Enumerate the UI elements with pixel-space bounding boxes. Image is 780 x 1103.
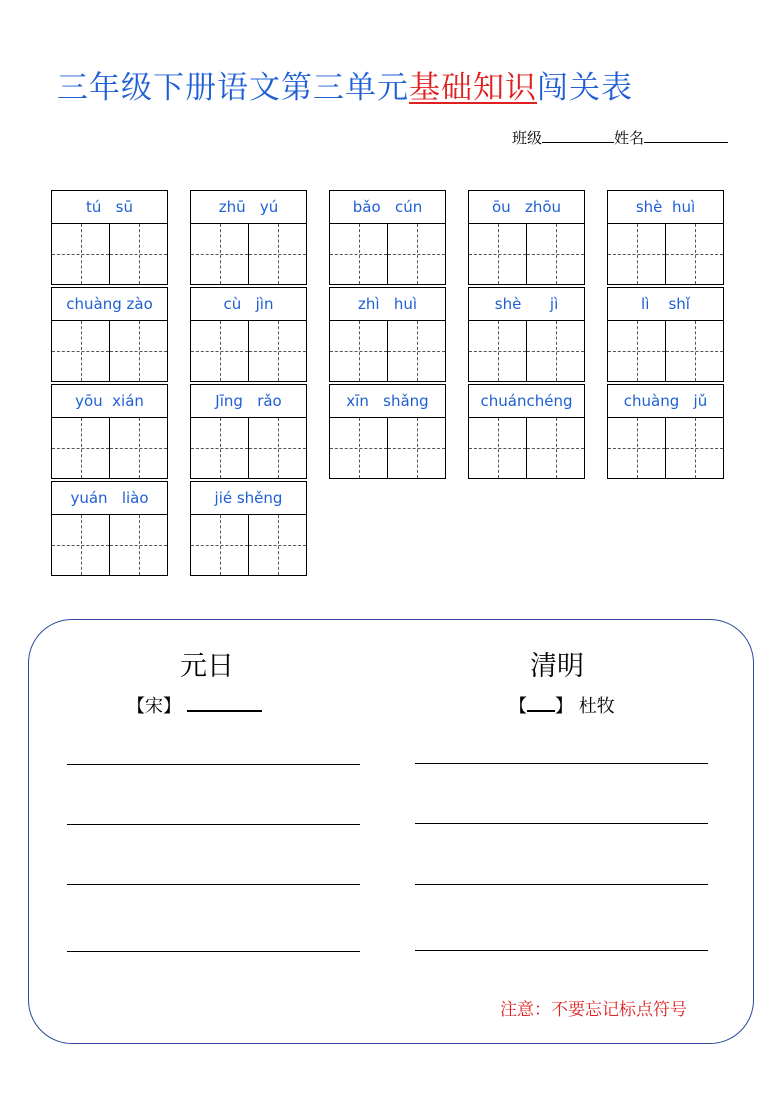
name-blank[interactable] [644,128,728,143]
answer-line[interactable] [67,884,360,885]
pinyin-card [190,481,307,576]
pinyin-label: yuán liào [51,481,168,514]
bracket-close-left: 】 [163,696,181,717]
pinyin-label: jié shěng [190,481,307,514]
pinyin-label: shè jì [468,287,585,320]
pinyin-card [329,384,446,479]
writing-cell[interactable] [387,320,446,382]
poem-author-right [509,692,615,718]
writing-cell[interactable] [190,223,249,285]
writing-cell[interactable] [190,514,249,576]
pinyin-card [190,287,307,382]
title-part-1: 三年级下册语文第三单元 [57,70,409,106]
poem-author-left [127,692,262,718]
writing-cell[interactable] [607,417,666,479]
pinyin-label: cù jìn [190,287,307,320]
answer-line[interactable] [67,824,360,825]
writing-cell[interactable] [51,514,110,576]
writing-cell[interactable] [248,223,307,285]
pinyin-card [468,287,585,382]
writing-cell[interactable] [468,223,527,285]
writing-cell[interactable] [468,417,527,479]
pinyin-label: chuàng zào [51,287,168,320]
author-right: 杜牧 [578,696,615,717]
pinyin-label: yōu xián [51,384,168,417]
writing-cell[interactable] [109,320,168,382]
pinyin-card [51,287,168,382]
pinyin-label: shè huì [607,190,724,223]
writing-cell[interactable] [665,417,724,479]
writing-cell[interactable] [526,223,585,285]
writing-cell[interactable] [109,417,168,479]
class-label: 班级 [512,129,543,147]
pinyin-card [190,384,307,479]
writing-cell[interactable] [248,514,307,576]
answer-line[interactable] [415,763,708,764]
writing-cell[interactable] [387,223,446,285]
writing-cell[interactable] [109,223,168,285]
pinyin-card [607,287,724,382]
pinyin-label: chuánchéng [468,384,585,417]
title-part-2: 基础知识 [409,70,537,106]
writing-cell[interactable] [526,320,585,382]
name-label: 姓名 [614,129,645,147]
author-blank-left[interactable] [187,694,262,712]
poem-box [28,619,754,1044]
pinyin-label: zhū yú [190,190,307,223]
student-info [512,127,728,148]
answer-line[interactable] [415,823,708,824]
pinyin-label: ōu zhōu [468,190,585,223]
pinyin-card [329,190,446,285]
writing-cell[interactable] [329,223,388,285]
pinyin-card [468,190,585,285]
pinyin-card [329,287,446,382]
writing-cell[interactable] [51,223,110,285]
pinyin-label: lì shǐ [607,287,724,320]
pinyin-card [51,481,168,576]
poem-title-left: 元日 [180,651,234,682]
writing-cell[interactable] [607,223,666,285]
pinyin-card [468,384,585,479]
worksheet-title [57,62,633,107]
pinyin-card [607,190,724,285]
pinyin-card [607,384,724,479]
poem-title-right: 清明 [530,651,584,682]
writing-cell[interactable] [51,320,110,382]
dynasty-blank-right[interactable] [527,694,555,712]
pinyin-card [190,190,307,285]
writing-cell[interactable] [190,320,249,382]
pinyin-label: tú sū [51,190,168,223]
bracket-open-right: 【 [509,696,527,717]
writing-cell[interactable] [607,320,666,382]
writing-cell[interactable] [665,223,724,285]
class-blank[interactable] [542,128,614,143]
pinyin-label: Jīng rǎo [190,384,307,417]
pinyin-label: zhì huì [329,287,446,320]
writing-cell[interactable] [526,417,585,479]
pinyin-card [51,384,168,479]
pinyin-label: xīn shǎng [329,384,446,417]
title-part-3: 闯关表 [537,70,633,106]
reminder-note: 注意：不要忘记标点符号 [500,1000,687,1020]
pinyin-label: chuàng jǔ [607,384,724,417]
writing-cell[interactable] [387,417,446,479]
pinyin-card [51,190,168,285]
writing-cell[interactable] [51,417,110,479]
writing-cell[interactable] [329,417,388,479]
bracket-open-left: 【 [127,696,145,717]
writing-cell[interactable] [109,514,168,576]
answer-line[interactable] [415,950,708,951]
pinyin-label: bǎo cún [329,190,446,223]
writing-cell[interactable] [468,320,527,382]
writing-cell[interactable] [190,417,249,479]
writing-cell[interactable] [248,320,307,382]
dynasty-left: 宋 [145,696,163,717]
answer-line[interactable] [67,764,360,765]
answer-line[interactable] [415,884,708,885]
bracket-close-right: 】 [555,696,573,717]
writing-cell[interactable] [248,417,307,479]
answer-line[interactable] [67,951,360,952]
writing-cell[interactable] [665,320,724,382]
writing-cell[interactable] [329,320,388,382]
